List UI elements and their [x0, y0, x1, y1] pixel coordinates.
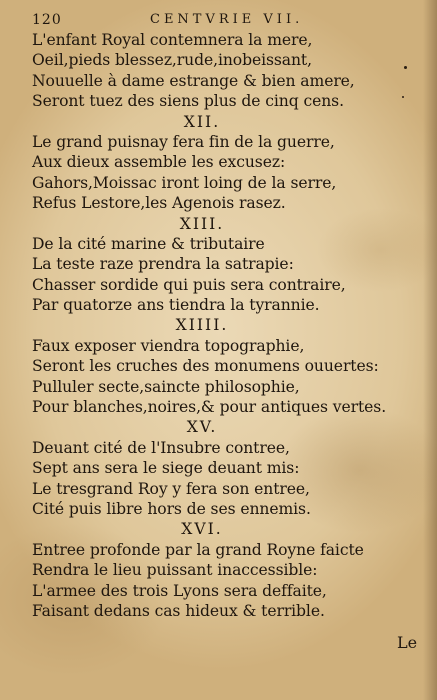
verse-line: Par quatorze ans tiendra la tyrannie. — [32, 296, 320, 315]
page-number: 120 — [32, 12, 62, 28]
verse-line: Pour blanches,noires,& pour antiques vertes. — [32, 398, 387, 417]
verse-line: Entree profonde par la grand Royne faicte — [32, 540, 364, 559]
verse-line: Faisant dedans cas hideux & terrible. — [32, 601, 325, 620]
quatrain — [32, 112, 424, 214]
verse-line: De la cité marine & tributaire — [32, 234, 265, 253]
quatrain-numeral: XIII. — [179, 214, 225, 233]
verse-line: Sept ans sera le siege deuant mis: — [32, 459, 300, 478]
catchword: Le — [397, 633, 418, 652]
verse-line: La teste raze prendra la satrapie: — [32, 255, 294, 274]
verse-line: Aux dieux assemble les excusez: — [32, 153, 286, 172]
verse-line: Oeil,pieds blessez,rude,inobeissant, — [32, 51, 312, 70]
verse-line: Seront les cruches des monumens ouuertes: — [32, 357, 379, 376]
verse-line: Refus Lestore,les Agenois rasez. — [32, 194, 286, 213]
verse-line: Faux exposer viendra topographie, — [32, 336, 305, 355]
verse-line: Rendra le lieu puissant inaccessible: — [32, 561, 318, 580]
verse-line: Deuant cité de l'Insubre contree, — [32, 438, 290, 457]
quatrain — [32, 519, 424, 621]
verse-line: Chasser sordide qui puis sera contraire, — [32, 275, 346, 294]
ink-speck — [402, 96, 404, 98]
quatrain — [32, 30, 424, 112]
quatrain-numeral: XII. — [183, 112, 221, 131]
ink-speck — [404, 66, 407, 69]
verse-line: L'armee des trois Lyons sera deffaite, — [32, 581, 327, 600]
quatrain — [32, 417, 424, 519]
page-edge-shadow — [423, 0, 437, 700]
quatrain — [32, 214, 424, 316]
verse-line: Pulluler secte,saincte philosophie, — [32, 377, 300, 396]
running-head: CENTVRIE VII. — [150, 12, 304, 27]
verse-line: Le grand puisnay fera fin de la guerre, — [32, 132, 335, 151]
quatrain — [32, 315, 424, 417]
verse-line: Seront tuez des siens plus de cinq cens. — [32, 92, 344, 111]
verse-line: L'enfant Royal contemnera la mere, — [32, 31, 313, 49]
verse-line: Le tresgrand Roy y fera son entree, — [32, 479, 310, 498]
verse-line: Cité puis libre hors de ses ennemis. — [32, 499, 311, 518]
quatrain-numeral: XVI. — [181, 520, 223, 539]
verse-body — [32, 30, 424, 621]
quatrain-numeral: XV. — [186, 418, 218, 437]
verse-line: Nouuelle à dame estrange & bien amere, — [32, 71, 355, 90]
quatrain-numeral: XIIII. — [175, 316, 229, 335]
verse-line: Gahors,Moissac iront loing de la serre, — [32, 173, 337, 192]
